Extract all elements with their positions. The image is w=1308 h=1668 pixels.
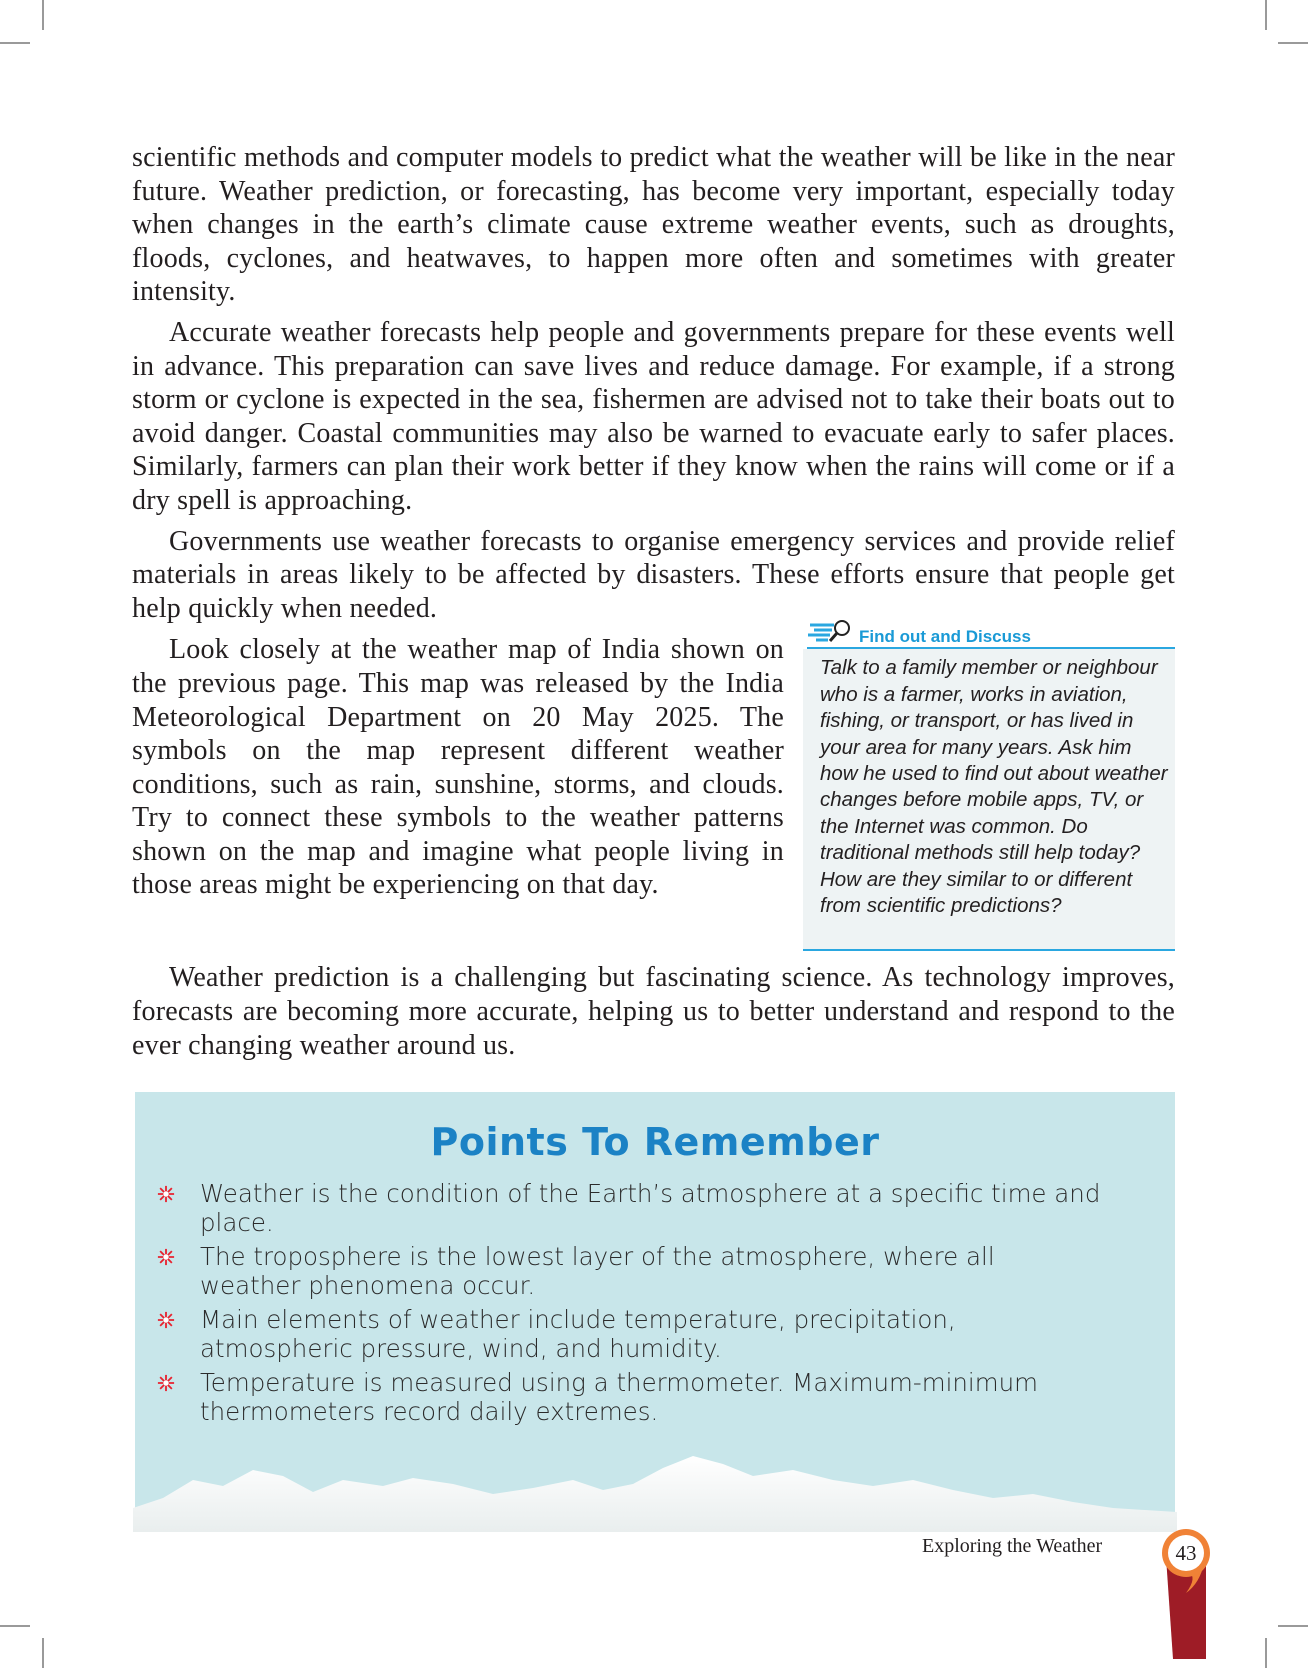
crop-mark	[42, 0, 44, 30]
list-item	[135, 1243, 1175, 1300]
list-item	[135, 1306, 1175, 1363]
find-out-discuss-box	[803, 619, 1175, 951]
crop-mark	[0, 1625, 30, 1627]
mountain-decoration	[133, 1450, 1177, 1532]
flower-bullet-icon	[157, 1185, 175, 1203]
find-out-header	[807, 619, 1175, 649]
main-content	[132, 141, 1175, 1532]
find-out-text: Talk to a family member or neighbour who is a farmer, works in aviation, fishing, or transport, or has lived in your area for many years. Ask him how he used to find out about weather changes before mobile apps, TV, or the Internet was common. Do traditional methods still help today? How are they similar to or different from scientific predictions?	[820, 656, 1168, 917]
point-text: Main elements of weather include temperature, precipitation, atmospheric pressure, wind, and humidity.	[200, 1305, 956, 1363]
crop-mark	[42, 1638, 44, 1668]
point-text: The troposphere is the lowest layer of the atmosphere, where all weather phenomena occur.	[200, 1242, 995, 1300]
find-out-body	[803, 649, 1175, 951]
body-paragraph: Weather prediction is a challenging but fascinating science. As technology improves, forecasts are becoming more accurate, helping us to better understand and respond to the ever changing weather around us.	[132, 962, 1175, 1061]
flower-bullet-icon	[157, 1248, 175, 1266]
crop-mark	[1278, 42, 1308, 44]
body-paragraph: Governments use weather forecasts to organise emergency services and provide relief materials in areas likely to be affected by disasters. These efforts ensure that people get help quickly when needed.	[132, 525, 1175, 624]
body-paragraph: scientific methods and computer models to predict what the weather will be like in the near future. Weather prediction, or forecasting, has become very important, especially today when changes in the earth’s climate cause extreme weather events, such as droughts, floods, cyclones, and heatwaves, to happen more often and sometimes with greater intensity.	[132, 142, 1175, 308]
page-number-badge	[1158, 1527, 1214, 1666]
body-paragraph: Look closely at the weather map of India shown on the previous page. This map was released by the India Meteorological Department on 20 May 2025. The symbols on the map represent different weather conditions, such as rain, sunshine, storms, and clouds. Try to connect these symbols to the weather patterns shown on the map and imagine what people living in those areas might be experiencing on that day.	[132, 634, 784, 901]
point-text: Temperature is measured using a thermometer. Maximum-minimum thermometers record daily extremes.	[200, 1368, 1039, 1426]
flower-bullet-icon	[157, 1374, 175, 1392]
list-item	[135, 1180, 1175, 1237]
page-number: 43	[1175, 1541, 1197, 1565]
flower-bullet-icon	[157, 1311, 175, 1329]
crop-mark	[1265, 0, 1267, 30]
point-text: Weather is the condition of the Earth’s atmosphere at a specific time and place.	[200, 1179, 1101, 1237]
points-title: Points To Remember	[430, 1120, 880, 1165]
list-item	[135, 1369, 1175, 1426]
crop-mark	[1278, 1625, 1308, 1627]
body-paragraph: Accurate weather forecasts help people and governments prepare for these events well in advance. This preparation can save lives and reduce damage. For example, if a strong storm or cyclone is expected in the sea, fishermen are advised not to take their boats out to avoid danger. Coastal communities may also be warned to evacuate early to safer places. Similarly, farmers can plan their work better if they know when the rains will come or if a dry spell is approaching.	[132, 316, 1175, 516]
two-column-section	[132, 627, 1175, 951]
points-to-remember-box	[135, 1092, 1175, 1532]
magnifier-icon	[808, 619, 856, 645]
chapter-title: Exploring the Weather	[922, 1535, 1103, 1557]
crop-mark	[0, 42, 30, 44]
find-out-title: Find out and Discuss	[859, 627, 1031, 647]
crop-mark	[1265, 1638, 1267, 1668]
